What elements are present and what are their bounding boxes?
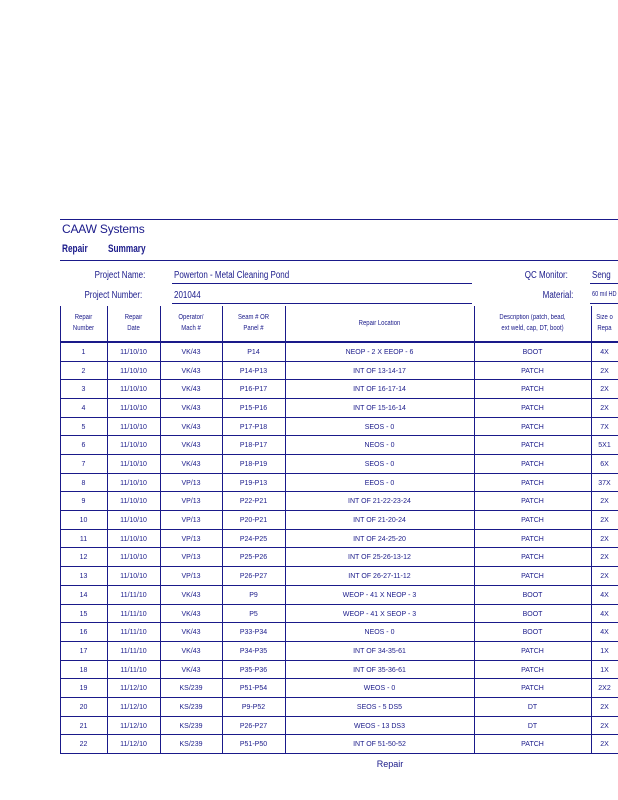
table-cell: 4X	[600, 591, 609, 599]
table-cell: P26-P27	[239, 722, 268, 730]
qc-monitor-label: QC Monitor:	[524, 270, 568, 281]
table-cell: 11/10/10	[120, 405, 147, 413]
column-header	[111, 312, 156, 334]
table-cell: P17-P18	[239, 423, 268, 431]
table-cell: KS/239	[179, 703, 203, 711]
table-cell: P22-P21	[239, 498, 268, 506]
table-cell: P9	[249, 591, 258, 599]
table-cell: KS/239	[179, 722, 203, 730]
column-header-line: Operator/	[178, 314, 204, 321]
table-cell: 19	[79, 685, 88, 693]
table-cell: VK/43	[181, 591, 201, 599]
table-cell: PATCH	[521, 554, 544, 562]
header-rule-bottom	[60, 341, 618, 343]
table-cell: 2X	[600, 535, 609, 543]
table-cell: P14-P13	[239, 367, 268, 375]
column-header-line: Date	[127, 325, 140, 332]
table-cell: 7	[81, 461, 86, 469]
column-header	[64, 312, 104, 334]
column-header-line: Mach #	[181, 325, 201, 332]
table-cell: VK/43	[181, 610, 201, 618]
table-cell: 11/10/10	[120, 573, 147, 581]
row-divider	[60, 585, 618, 586]
table-cell: 17	[79, 647, 88, 655]
table-cell: INT OF 24-25-20	[353, 535, 406, 543]
column-header	[483, 312, 582, 334]
table-cell: INT OF 35-36-61	[353, 666, 406, 674]
table-cell: VK/43	[181, 367, 201, 375]
table-cell: WEOP - 41 X NEOP - 3	[342, 591, 417, 599]
table-cell: 2X	[600, 405, 609, 413]
table-cell: PATCH	[521, 442, 544, 450]
table-cell: VK/43	[181, 349, 201, 356]
table-cell: 11	[79, 535, 88, 543]
title-rule	[60, 260, 618, 261]
table-cell: 11/10/10	[120, 349, 147, 356]
table-cell: INT OF 21-22-23-24	[348, 498, 411, 506]
table-cell: 2X	[600, 722, 609, 730]
table-cell: 6X	[600, 461, 609, 469]
column-header-line: Description (patch, bead,	[499, 314, 566, 321]
table-cell: 22	[79, 741, 88, 749]
table-cell: BOOT	[522, 349, 543, 356]
table-cell: DT	[527, 703, 538, 711]
header-rule	[60, 219, 618, 220]
table-cell: KS/239	[179, 741, 203, 749]
table-cell: P24-P25	[239, 535, 268, 543]
table-cell: 4X	[600, 349, 609, 356]
project-name-underline	[172, 283, 472, 284]
table-cell: KS/239	[179, 685, 203, 693]
table-cell: 7X	[600, 423, 609, 431]
table-cell: 21	[79, 722, 88, 730]
table-cell: 11/11/10	[120, 666, 147, 674]
table-cell: VK/43	[181, 386, 201, 394]
row-divider	[60, 622, 618, 623]
table-cell: BOOT	[522, 629, 543, 637]
table-cell: 11/10/10	[120, 517, 147, 525]
table-cell: 37X	[598, 479, 611, 487]
row-divider	[60, 454, 618, 455]
table-cell: SEOS - 5 DS5	[356, 703, 403, 711]
table-cell: P19-P13	[239, 479, 268, 487]
column-header-line: Repa	[597, 325, 612, 332]
row-divider	[60, 566, 618, 567]
table-cell: 11/11/10	[120, 610, 147, 618]
table-cell: 5	[81, 423, 86, 431]
row-divider	[60, 491, 618, 492]
table-cell: PATCH	[521, 685, 544, 693]
table-cell: 2X	[600, 573, 609, 581]
table-cell: INT OF 51-50-52	[353, 741, 406, 749]
project-name-value: Powerton - Metal Cleaning Pond	[174, 270, 290, 281]
table-cell: 4	[81, 405, 86, 413]
table-cell: 10	[79, 517, 88, 525]
table-cell: 11/10/10	[120, 479, 147, 487]
table-cell: INT OF 13-14-17	[353, 367, 406, 375]
table-cell: INT OF 21-20-24	[353, 517, 406, 525]
table-cell: 11/12/10	[120, 703, 147, 711]
table-cell: P34-P35	[239, 647, 268, 655]
table-cell: P16-P17	[239, 386, 268, 394]
table-cell: SEOS - 0	[364, 423, 395, 431]
material-value: 60 mil HD	[592, 291, 617, 298]
report-title-repair: Repair	[62, 243, 88, 255]
row-divider	[60, 734, 618, 735]
table-cell: P20-P21	[239, 517, 268, 525]
column-header-line: Repair Location	[358, 320, 401, 327]
project-number-value: 201044	[174, 290, 201, 301]
table-cell: 11/10/10	[120, 461, 147, 469]
column-header-line: Number	[72, 325, 95, 332]
table-cell: 1X	[600, 666, 609, 674]
table-cell: 11/12/10	[120, 722, 147, 730]
table-cell: 9	[81, 498, 86, 506]
table-cell: 2X	[600, 554, 609, 562]
table-cell: PATCH	[521, 479, 544, 487]
row-divider	[60, 641, 618, 642]
row-divider	[60, 697, 618, 698]
column-header-line: Repair	[124, 314, 143, 321]
table-cell: 6	[81, 442, 86, 450]
table-cell: 20	[79, 703, 88, 711]
column-header-line: Size o	[596, 314, 613, 321]
table-cell: 1X	[600, 647, 609, 655]
table-cell: 3	[81, 386, 86, 394]
table-cell: VP/13	[181, 573, 201, 581]
table-cell: VK/43	[181, 423, 201, 431]
column-header	[593, 312, 616, 334]
row-divider	[60, 604, 618, 605]
table-cell: P14	[247, 349, 260, 356]
row-divider	[60, 473, 618, 474]
table-cell: P15-P16	[239, 405, 268, 413]
project-number-underline	[172, 303, 472, 304]
table-cell: P18-P19	[239, 461, 268, 469]
table-cell: 2X	[600, 703, 609, 711]
row-divider	[60, 660, 618, 661]
table-cell: PATCH	[521, 423, 544, 431]
table-cell: 11/10/10	[120, 498, 147, 506]
table-cell: 11/11/10	[120, 629, 147, 637]
table-cell: VP/13	[181, 535, 201, 543]
row-divider	[60, 379, 618, 380]
table-cell: PATCH	[521, 741, 544, 749]
table-cell: 2X2	[598, 685, 611, 693]
table-cell: INT OF 34-35-61	[353, 647, 406, 655]
table-cell: PATCH	[521, 367, 544, 375]
table-cell: WEOS - 13 DS3	[354, 722, 405, 730]
table-cell: BOOT	[522, 610, 543, 618]
table-cell: 11/10/10	[120, 367, 147, 375]
table-cell: 11/11/10	[120, 647, 147, 655]
table-cell: VK/43	[181, 629, 201, 637]
table-cell: P26-P27	[239, 573, 268, 581]
table-cell: 4X	[600, 629, 609, 637]
row-divider	[60, 678, 618, 679]
table-cell: PATCH	[521, 647, 544, 655]
table-cell: PATCH	[521, 461, 544, 469]
column-header-line: Panel #	[243, 325, 264, 332]
table-cell: 5X1	[598, 442, 611, 450]
table-cell: PATCH	[521, 517, 544, 525]
table-cell: 2	[81, 367, 86, 375]
table-cell: PATCH	[521, 666, 544, 674]
row-divider	[60, 510, 618, 511]
project-name-label: Project Name:	[94, 270, 145, 281]
table-cell: 14	[79, 591, 88, 599]
table-cell: 8	[81, 479, 86, 487]
page-footer: Repair	[376, 759, 404, 769]
row-divider	[60, 417, 618, 418]
table-cell: VK/43	[181, 647, 201, 655]
row-divider	[60, 435, 618, 436]
table-cell: VP/13	[181, 554, 201, 562]
table-cell: VK/43	[181, 442, 201, 450]
table-cell: VK/43	[181, 405, 201, 413]
table-cell: INT OF 15-16-14	[353, 405, 406, 413]
table-cell: 2X	[600, 498, 609, 506]
table-cell: PATCH	[521, 405, 544, 413]
table-cell: 4X	[600, 610, 609, 618]
table-cell: 2X	[600, 741, 609, 749]
project-number-label: Project Number:	[84, 290, 142, 301]
column-header	[299, 318, 460, 329]
table-cell: VK/43	[181, 666, 201, 674]
column-header-line: Seam # OR	[237, 314, 270, 321]
material-underline	[590, 303, 618, 304]
column-header-line: Repair	[74, 314, 93, 321]
table-cell: 11/10/10	[120, 442, 147, 450]
table-cell: 16	[79, 629, 88, 637]
table-cell: NEOS - 0	[364, 629, 395, 637]
row-divider	[60, 529, 618, 530]
table-cell: INT OF 26-27-11-12	[348, 573, 411, 581]
qc-monitor-value: Seng	[592, 270, 611, 281]
table-cell: 11/10/10	[120, 423, 147, 431]
table-cell: SEOS - 0	[364, 461, 395, 469]
column-header	[165, 312, 218, 334]
table-cell: 11/10/10	[120, 535, 147, 543]
row-divider	[60, 547, 618, 548]
table-cell: 18	[79, 666, 88, 674]
row-divider	[60, 361, 618, 362]
row-divider	[60, 398, 618, 399]
column-header-line: ext weld, cap, DT, boot)	[501, 325, 564, 332]
table-cell: 2X	[600, 367, 609, 375]
table-cell: PATCH	[521, 573, 544, 581]
table-cell: 11/12/10	[120, 741, 147, 749]
row-divider	[60, 716, 618, 717]
table-cell: P33-P34	[239, 629, 268, 637]
table-cell: PATCH	[521, 498, 544, 506]
qc-monitor-underline	[590, 283, 618, 284]
table-cell: NEOP - 2 X EEOP - 6	[345, 349, 414, 356]
table-cell: 15	[79, 610, 88, 618]
table-cell: VP/13	[181, 517, 201, 525]
table-cell: 1	[81, 349, 86, 356]
table-cell: P51-P50	[239, 741, 268, 749]
table-cell: INT OF 25-26-13-12	[348, 554, 411, 562]
table-cell: BOOT	[522, 591, 543, 599]
report-title-summary: Summary	[108, 243, 146, 255]
material-label: Material:	[542, 290, 573, 301]
row-divider	[60, 753, 618, 754]
table-cell: WEOP - 41 X SEOP - 3	[342, 610, 417, 618]
table-cell: 11/12/10	[120, 685, 147, 693]
table-cell: 11/11/10	[120, 591, 147, 599]
table-cell: WEOS - 0	[363, 685, 396, 693]
table-cell: VK/43	[181, 461, 201, 469]
table-cell: P5	[249, 610, 258, 618]
table-cell: PATCH	[521, 386, 544, 394]
table-cell: P35-P36	[239, 666, 268, 674]
table-cell: 11/10/10	[120, 386, 147, 394]
table-cell: P25-P26	[239, 554, 268, 562]
table-cell: VP/13	[181, 498, 201, 506]
table-cell: 11/10/10	[120, 554, 147, 562]
table-cell: DT	[527, 722, 538, 730]
table-cell: P9-P52	[241, 703, 266, 711]
company-name: CAAW Systems	[62, 222, 145, 236]
table-cell: EEOS - 0	[364, 479, 395, 487]
table-cell: VP/13	[181, 479, 201, 487]
column-header	[227, 312, 281, 334]
table-cell: INT OF 16-17-14	[353, 386, 406, 394]
table-cell: P51-P54	[239, 685, 268, 693]
table-cell: P18-P17	[239, 442, 268, 450]
table-cell: 12	[79, 554, 88, 562]
table-cell: 13	[79, 573, 88, 581]
table-cell: NEOS - 0	[364, 442, 395, 450]
table-cell: 2X	[600, 386, 609, 394]
table-cell: PATCH	[521, 535, 544, 543]
table-cell: 2X	[600, 517, 609, 525]
